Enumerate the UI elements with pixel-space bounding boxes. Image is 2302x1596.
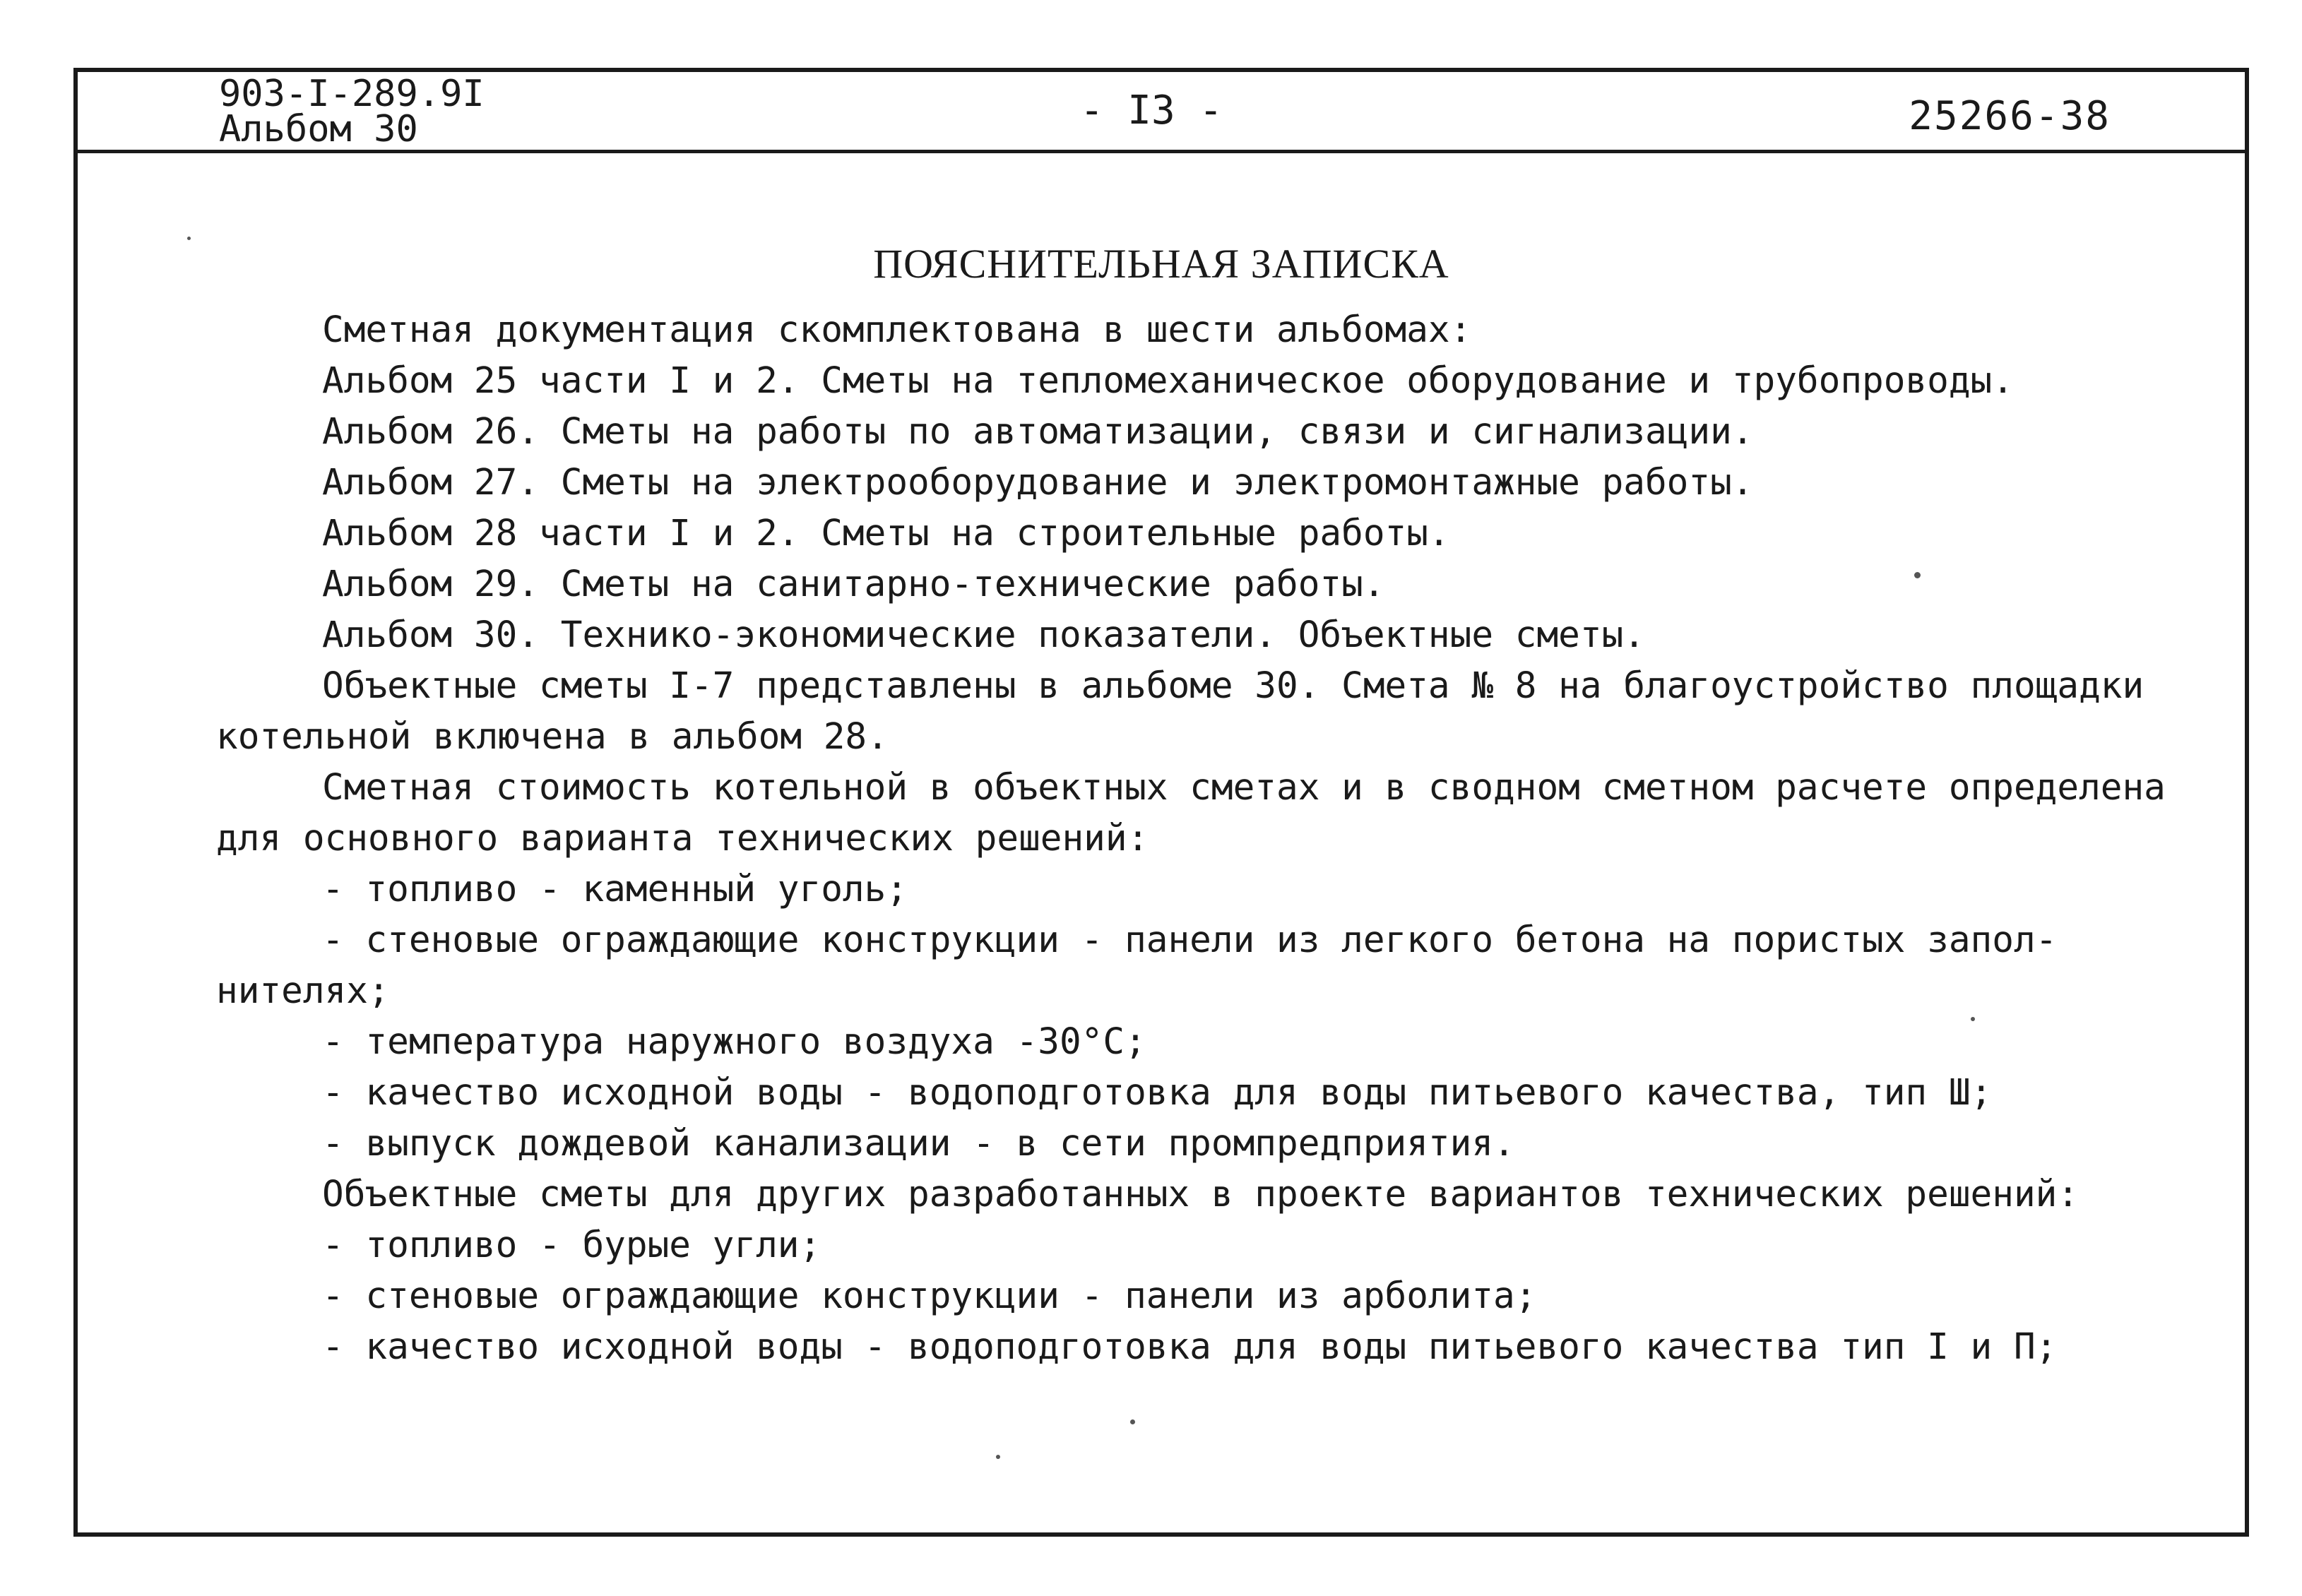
document-sheet (73, 68, 2249, 1537)
text-line: Альбом 29. Сметы на санитарно-технические работы. (322, 564, 1385, 605)
list-item: - топливо - каменный уголь; (322, 869, 908, 910)
page-title: ПОЯСНИТЕЛЬНАЯ ЗАПИСКА (873, 241, 1449, 287)
text-line: Сметная стоимость котельной в объектных сметах и в сводном сметном расчете определена (322, 767, 2166, 809)
text-line: Альбом 25 части I и 2. Сметы на тепломеханическое оборудование и трубопроводы. (322, 360, 2014, 402)
doc-code: 903-I-289.9I (219, 73, 485, 115)
body-text (216, 305, 2166, 1373)
text-line: Объектные сметы для других разработанных в проекте вариантов технических решений: (322, 1174, 2079, 1215)
stamp-left (219, 73, 485, 150)
list-item: - выпуск дождевой канализации - в сети промпредприятия. (322, 1123, 1515, 1165)
list-item: - стеновые ограждающие конструкции - панели из арболита; (322, 1275, 1537, 1317)
list-item: - стеновые ограждающие конструкции - панели из легкого бетона на пористых запол- (322, 919, 2058, 961)
text-line: Альбом 27. Сметы на электрооборудование и электромонтажные работы. (322, 462, 1754, 504)
page-number: - I3 - (1079, 88, 1223, 133)
scan-speck (996, 1455, 1000, 1459)
text-line: Альбом 30. Технико-экономические показатели. Объектные сметы. (322, 614, 1645, 656)
text-line: котельной включена в альбом 28. (216, 716, 889, 758)
album-label: Альбом 30 (219, 108, 418, 150)
text-line: Альбом 28 части I и 2. Сметы на строительные работы. (322, 513, 1450, 554)
inventory-number: 25266-38 (1909, 93, 2111, 139)
list-item: - температура наружного воздуха -30°С; (322, 1021, 1146, 1063)
text-line: Альбом 26. Сметы на работы по автоматизации, связи и сигнализации. (322, 411, 1754, 453)
header-divider (78, 150, 2245, 153)
scan-speck (1914, 572, 1921, 578)
text-line: Сметная документация скомплектована в шести альбомах: (322, 309, 1472, 351)
text-line: для основного варианта технических решений: (216, 818, 1149, 859)
text-line: Объектные сметы I-7 представлены в альбоме 30. Смета № 8 на благоустройство площадки (322, 665, 2144, 707)
list-item: - качество исходной воды - водоподготовка для воды питьевого качества тип I и П; (322, 1326, 2058, 1368)
list-item: - топливо - бурые угли; (322, 1225, 821, 1266)
text-line: нителях; (216, 970, 390, 1012)
scan-speck (187, 237, 191, 240)
scan-speck (1971, 1017, 1975, 1021)
list-item: - качество исходной воды - водоподготовка для воды питьевого качества, тип Ш; (322, 1072, 1993, 1114)
scan-speck (1130, 1419, 1135, 1424)
